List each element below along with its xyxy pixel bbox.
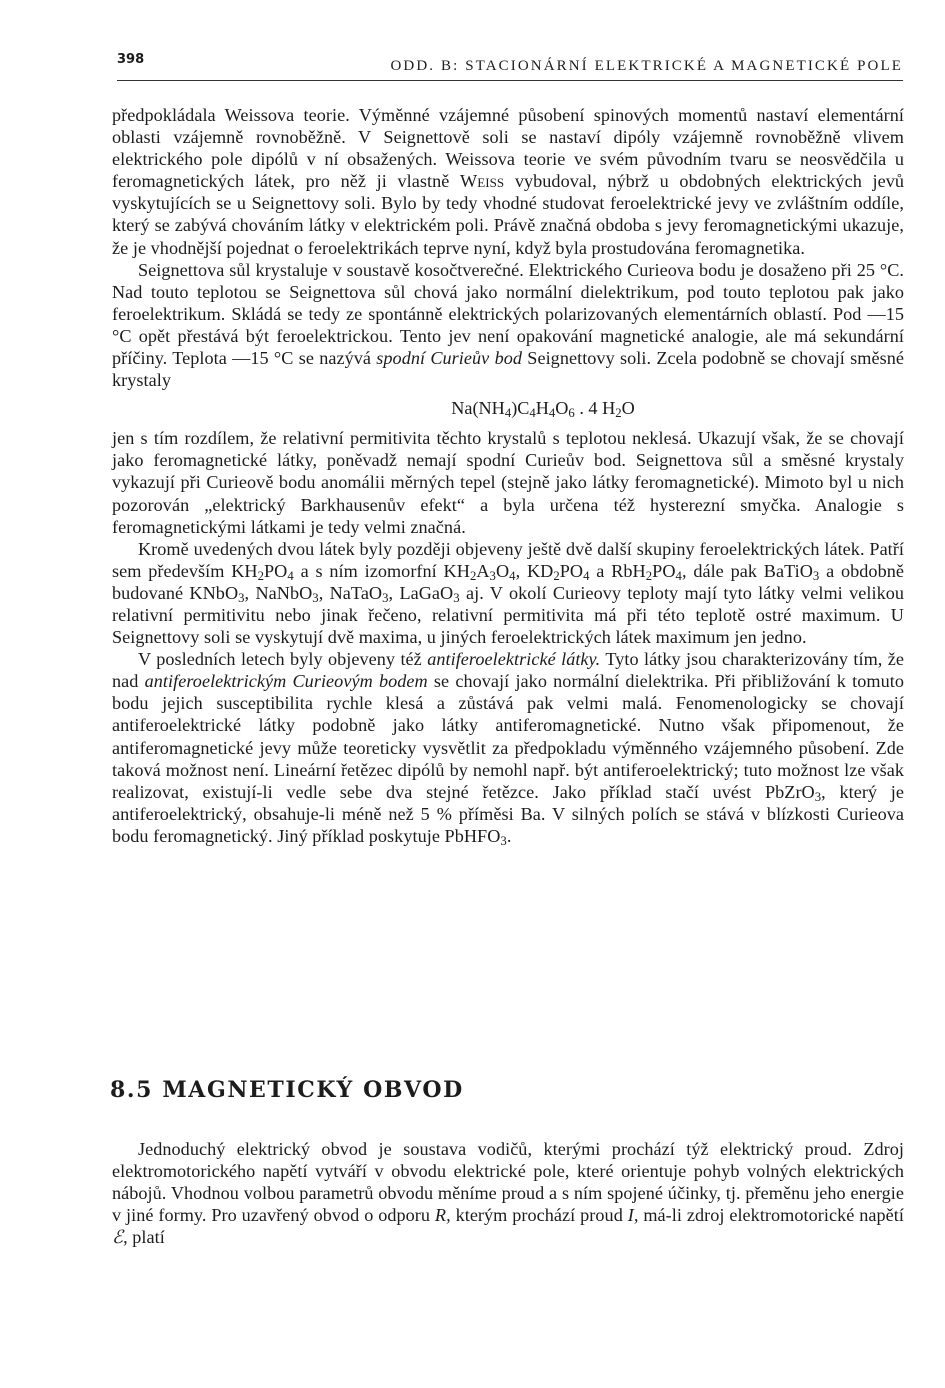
term-antiferroelectric-curie-point: antiferoelektrickým Curieovým bodem xyxy=(144,671,428,692)
term-antiferroelectric: antiferoelektrické látky. xyxy=(427,649,601,670)
emf-symbol: ℰ xyxy=(112,1227,124,1248)
text-block-upper xyxy=(112,104,904,847)
author-name: Weiss xyxy=(460,171,505,192)
section-heading: 8.5 MAGNETICKÝ OBVOD xyxy=(110,1077,464,1103)
paragraph-seignette-salt: Seignettova sůl krystaluje v soustavě kosočtverečné. Elektrického Curieova bodu je dosaženo při 25 °C. Nad touto teplotou se Seignettova sůl chová jako normální dielektrikum, pod touto teplotou pak jako feroelektrikum. Skládá se tedy ze spontánně elektrických polarizovaných elementárních oblastí. Pod —15 °C opět přestává být feroelektrickou. Tento jev není opakování magnetické analogie, ale má sekundární příčiny. Teplota —15 °C se nazývá spodní Curieův bod Seignettovy soli. Zcela podobně se chovají směsné krystaly xyxy=(112,259,905,391)
paragraph-mixed-crystals: jen s tím rozdílem, že relativní permitivita těchto krystalů s teplotou neklesá. Ukazují však, že se chovají jako feromagnetické látky, poněvadž nemají spodní Curieův bod. Seignettova sůl a směsné krystaly vykazují při Curieově bodu anomálii měrných tepel (stejně jako látky feromagnetické). Mimoto byl u nich pozorován „elektrický Barkhausenův efekt“ a byla určena též hysterezní smyčka. Analogie s feromagnetickými látkami je tedy velmi značná. xyxy=(112,428,904,537)
chemical-formula: $Na(NH_4)C_4H_4O_6$ . 4 $H_2O$ xyxy=(451,398,635,421)
running-title: ODD. B: STACIONÁRNÍ ELEKTRICKÉ A MAGNETICKÉ POLE xyxy=(390,58,903,74)
text-block-lower xyxy=(112,1138,904,1248)
term-lower-curie-point: spodní Curieův bod xyxy=(376,348,523,369)
page-header xyxy=(117,50,903,81)
page-number: 398 xyxy=(117,52,145,67)
paragraph-other-ferroelectrics: Kromě uvedených dvou látek byly později objeveny ještě dvě další skupiny feroelektrických látek. Patří sem především $KH_2PO_4$ a s ním izomorfní $KH_2A_3O_4$, $KD_2PO_4$ a $RbH_2PO_4$, dále pak BaTiO$_3$ a obdobně budované KNbO$_3$, NaNbO$_3$, NaTaO$_3$, LaGaO$_3$ aj. V okolí Curieovy teploty mají tyto látky velmi velikou relativní permitivitu nebo jinak řečeno, relativní permitivita má při této teplotě ostré maximum. U Seignettovy soli se vyskytují dvě maxima, u jiných feroelektrických látek maximum jen jedno. xyxy=(112,538,904,648)
paragraph-electric-circuit: Jednoduchý elektrický obvod je soustava vodičů, kterými prochází týž elektrický proud. Zdroj elektromotorického napětí vytváří v obvodu elektrické pole, které orientuje pohyb volných elektrických nábojů. Vhodnou volbou parametrů obvodu měníme proud a s ním spojené účinky, tj. přeměnu jeho energie v jiné formy. Pro uzavřený obvod o odporu R, kterým prochází proud I, má-li zdroj elektromotorické napětí ℰ, platí xyxy=(112,1139,904,1248)
paragraph-weiss-theory: předpokládala Weissova teorie. Výměnné vzájemné působení spinových momentů nastaví elementární oblasti vzájemně rovnoběžně. V Seignettově soli se nastaví dipóly vzájemně rovnoběžně vlivem elektrického pole dipólů v ní obsažených. Weissova teorie ve svém původním tvaru se neosvědčila u feromagnetických látek, pro něž ji vlastně Weiss vybudoval, nýbrž u obdobných elektrických jevů vyskytujících se u Seignettovy soli. Bylo by tedy vhodné studovat feroelektrické jevy ve zvláštním oddíle, který se zabývá chováním látky v elektrickém poli. Právě značná obdoba s jevy feromagnetickými ukazuje, že je vhodnější pojednat o feroelektrikách teprve nyní, když byla prostudována feromagnetika. xyxy=(112,105,904,258)
paragraph-antiferroelectrics: V posledních letech byly objeveny též antiferoelektrické látky. Tyto látky jsou charakterizovány tím, že nad antiferoelektrickým Curieovým bodem se chovají jako normální dielektrika. Při přibližování k tomuto bodu jejich susceptibilita rychle klesá a zůstává pak velmi malá. Fenomenologicky se chovají antiferoelektrické látky podobně jako látky antiferomagnetické. Nutno však připomenout, že antiferomagnetické jevy může teoreticky vysvětlit za předpokladu výměnného vzájemného působení. Zde taková možnost není. Lineární řetězec dipólů by nemohl např. být antiferoelektrický; tuto možnost lze však realizovat, existují-li vedle sebe dva stejné řetězce. Jako příklad stačí uvést PbZrO$_3$, který je antiferoelektrický, obsahuje-li méně než 5 % příměsi Ba. V silných polích se stává v blízkosti Curieova bodu feromagnetický. Jiný příklad poskytuje PbHFO$_3$. xyxy=(112,649,904,849)
